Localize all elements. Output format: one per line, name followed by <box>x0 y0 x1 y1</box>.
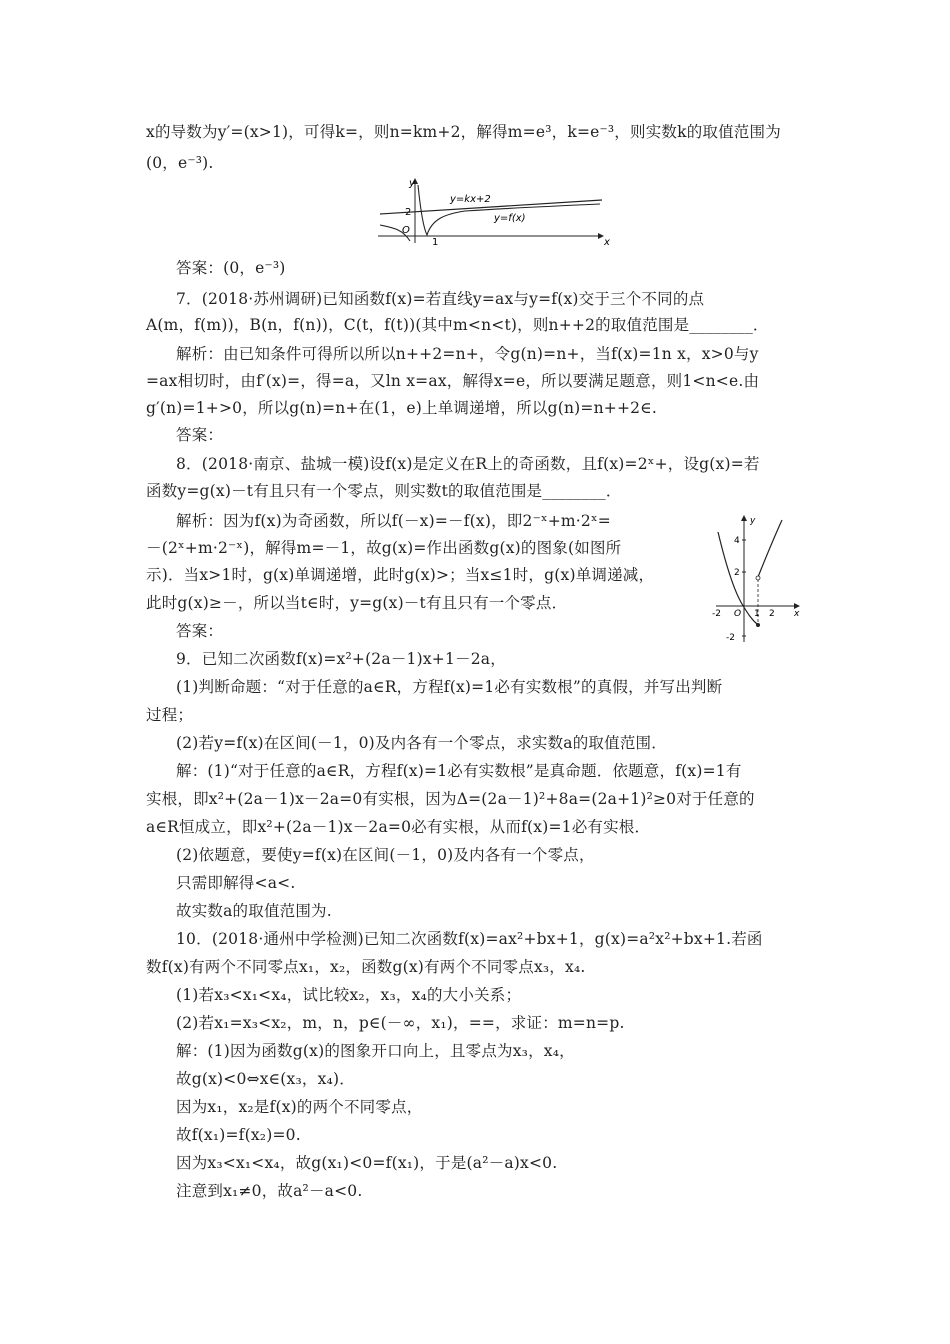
solution-line: 只需即解得<a<. <box>176 874 296 892</box>
line-label: y=kx+2 <box>450 194 491 205</box>
y-axis-label: y <box>750 516 756 526</box>
x-axis-label: x <box>604 237 610 245</box>
problem-line: (1)判断命题：“对于任意的a∈R，方程f(x)=1必有实数根”的真假，并写出判断 <box>176 678 723 696</box>
origin-label: O <box>734 609 742 619</box>
solution-line: =ax相切时，由f′(x)=，得=a，又ln x=ax，解得x=e，所以要满足题意，则1<n<e.由 <box>146 372 760 390</box>
tick-label: -2 <box>726 633 735 643</box>
problem-line: 8．(2018·南京、盐城一模)设f(x)是定义在R上的奇函数，且f(x)=2ˣ+，设g(x)=若 <box>176 455 760 473</box>
solution-line: 解析：因为f(x)为奇函数，所以f(－x)=－f(x)，即2⁻ˣ+m·2ˣ= <box>176 512 611 530</box>
origin-label: O <box>402 225 410 236</box>
solution-line: 因为x₁，x₂是f(x)的两个不同零点， <box>176 1098 423 1116</box>
solution-line: 故实数a的取值范围为. <box>176 902 332 920</box>
solution-line: 此时g(x)≥－，所以当t∈时，y=g(x)－t有且只有一个零点． <box>146 594 568 612</box>
solution-line: 解：(1)“对于任意的a∈R，方程f(x)=1必有实数根”是真命题．依题意，f(x)=1有 <box>176 762 742 780</box>
tick-label: 2 <box>405 207 412 218</box>
figure-tangent-line <box>370 175 610 245</box>
solution-line: a∈R恒成立，即x²+(2a－1)x－2a=0必有实根，从而f(x)=1必有实根． <box>146 818 651 836</box>
tick-label: 1 <box>432 237 439 245</box>
answer-line: 答案：(0，e⁻³) <box>176 259 286 277</box>
text-line: (0，e⁻³). <box>146 154 214 172</box>
problem-line: 10．(2018·通州中学检测)已知二次函数f(x)=ax²+bx+1，g(x)=a²x²+bx+1.若函 <box>176 930 763 948</box>
tick-label: 2 <box>734 568 740 578</box>
figure-g-graph <box>712 512 802 647</box>
tick-label: 2 <box>769 609 775 619</box>
tick-label: -2 <box>712 609 721 619</box>
problem-line: 函数y=g(x)－t有且只有一个零点，则实数t的取值范围是________． <box>146 482 622 500</box>
problem-line: (1)若x₃<x₁<x₄，试比较x₂，x₃，x₄的大小关系； <box>176 986 522 1004</box>
problem-line: A(m，f(m))，B(n，f(n))，C(t，f(t))(其中m<n<t)，则n++2的取值范围是________． <box>146 316 769 334</box>
solution-line: g′(n)=1+>0，所以g(n)=n+在(1，e)上单调递增，所以g(n)=n++2∈. <box>146 399 657 417</box>
problem-line: 过程； <box>146 706 194 724</box>
solution-line: 实根，即x²+(2a－1)x－2a=0有实根，因为Δ=(2a－1)²+8a=(2a+1)²≥0对于任意的 <box>146 790 755 808</box>
solution-line: －(2ˣ+m·2⁻ˣ)，解得m=－1，故g(x)=作出函数g(x)的图象(如图所 <box>146 539 622 557</box>
problem-line: 9．已知二次函数f(x)=x²+(2a－1)x+1－2a， <box>176 650 506 668</box>
solution-line: 解析：由已知条件可得所以所以n++2=n+，令g(n)=n+，当f(x)=1n x，x>0与y <box>176 345 759 363</box>
tick-label: 1 <box>754 609 760 619</box>
tick-label: 4 <box>734 536 740 546</box>
solution-line: 注意到x₁≠0，故a²－a<0. <box>176 1182 363 1200</box>
solution-line: 故f(x₁)=f(x₂)=0. <box>176 1126 301 1144</box>
solution-line: (2)依题意，要使y=f(x)在区间(－1，0)及内各有一个零点， <box>176 846 595 864</box>
solution-line: 示)．当x>1时，g(x)单调递增，此时g(x)>；当x≤1时，g(x)单调递减， <box>146 566 655 584</box>
answer-line: 答案： <box>176 622 224 640</box>
problem-line: 数f(x)有两个不同零点x₁，x₂，函数g(x)有两个不同零点x₃，x₄. <box>146 958 586 976</box>
x-axis-label: x <box>794 609 800 619</box>
problem-line: (2)若y=f(x)在区间(－1，0)及内各有一个零点，求实数a的取值范围． <box>176 734 667 752</box>
problem-line: 7．(2018·苏州调研)已知函数f(x)=若直线y=ax与y=f(x)交于三个不同的点 <box>176 290 705 308</box>
text-line: x的导数为y′=(x>1)，可得k=，则n=km+2，解得m=e³，k=e⁻³，则实数k的取值范围为 <box>146 123 781 141</box>
curve-label: y=f(x) <box>494 213 526 224</box>
solution-line: 解：(1)因为函数g(x)的图象开口向上，且零点为x₃，x₄， <box>176 1042 575 1060</box>
solution-line: 因为x₃<x₁<x₄，故g(x₁)<0=f(x₁)，于是(a²－a)x<0. <box>176 1154 558 1172</box>
y-axis-label: y <box>409 178 415 189</box>
solution-line: 故g(x)<0⇔x∈(x₃，x₄)． <box>176 1070 355 1088</box>
answer-line: 答案： <box>176 426 224 444</box>
problem-line: (2)若x₁=x₃<x₂，m，n，p∈(－∞，x₁)，==，求证：m=n=p. <box>176 1014 625 1032</box>
